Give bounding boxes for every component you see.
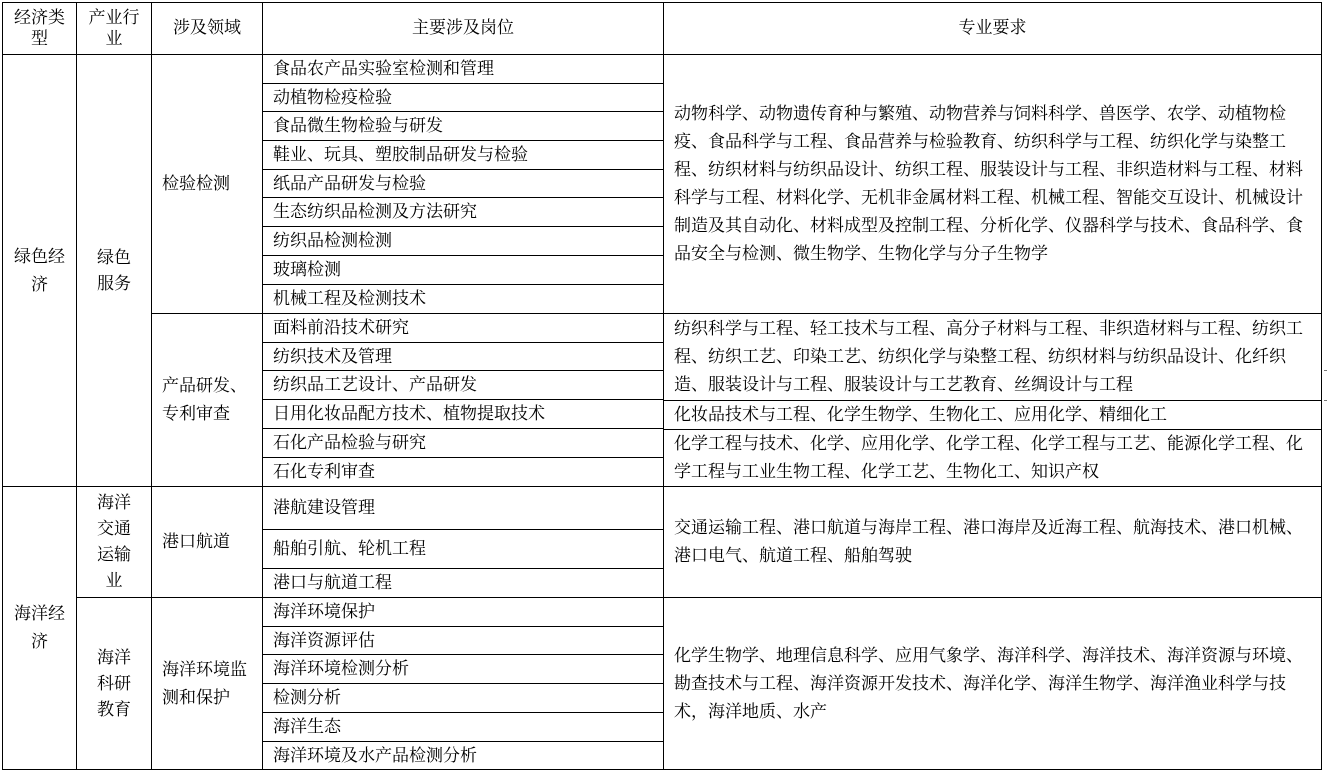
- post-cell: 石化产品检验与研究: [262, 428, 664, 458]
- requirement-cell: 化妆品技术与工程、化学生物学、生物化工、应用化学、精细化工: [663, 400, 1322, 430]
- industry-cell: 绿色服务: [76, 54, 152, 487]
- post-cell: 检测分析: [262, 683, 664, 713]
- field-cell: 产品研发、专利审查: [151, 313, 263, 487]
- requirement-cell: 纺织科学与工程、轻工技术与工程、高分子材料与工程、非织造材料与工程、纺织工程、纺织工艺、印染工艺、纺织化学与染整工程、纺织材料与纺织品设计、化纤织造、服装设计与工程、服装设计与工艺教育、丝绸设计与工程: [663, 313, 1322, 401]
- header-field: 涉及领域: [151, 2, 263, 55]
- post-cell: 海洋环境及水产品检测分析: [262, 741, 664, 770]
- field-cell: 检验检测: [151, 54, 263, 314]
- header-posts: 主要涉及岗位: [262, 2, 664, 55]
- post-cell: 食品微生物检验与研发: [262, 111, 664, 141]
- post-cell: 纺织品工艺设计、产品研发: [262, 370, 664, 400]
- post-cell: 面料前沿技术研究: [262, 313, 664, 343]
- post-cell: 海洋生态: [262, 712, 664, 742]
- header-requirements: 专业要求: [663, 2, 1322, 55]
- economy-type-cell: 海洋经济: [2, 486, 77, 770]
- requirement-cell: 交通运输工程、港口航道与海岸工程、港口海岸及近海工程、航海技术、港口机械、港口电气、航道工程、船舶驾驶: [663, 486, 1322, 598]
- post-cell: 海洋资源评估: [262, 626, 664, 655]
- header-economy-type: 经济类型: [2, 2, 77, 55]
- post-cell: 船舶引航、轮机工程: [262, 529, 664, 569]
- post-cell: 纺织技术及管理: [262, 342, 664, 371]
- post-cell: 纺织品检测检测: [262, 226, 664, 256]
- post-cell: 港航建设管理: [262, 486, 664, 530]
- post-cell: 玻璃检测: [262, 255, 664, 285]
- post-cell: 日用化妆品配方技术、植物提取技术: [262, 399, 664, 429]
- requirement-cell: 化学生物学、地理信息科学、应用气象学、海洋科学、海洋技术、海洋资源与环境、勘查技术与工程、海洋资源开发技术、海洋化学、海洋生物学、海洋渔业科学与技术，海洋地质、水产: [663, 597, 1322, 770]
- field-cell: 港口航道: [151, 486, 263, 598]
- economy-type-cell: 绿色经济: [2, 54, 77, 487]
- post-cell: 港口与航道工程: [262, 568, 664, 598]
- post-cell: 海洋环境检测分析: [262, 654, 664, 684]
- industry-cell: 海洋科研教育: [76, 597, 152, 770]
- post-cell: 纸品产品研发与检验: [262, 169, 664, 198]
- requirement-cell: 动物科学、动物遗传育种与繁殖、动物营养与饲料科学、兽医学、农学、动植物检疫、食品科学与工程、食品营养与检验教育、纺织科学与工程、纺织化学与染整工程、纺织材料与纺织品设计、纺织工程、服装设计与工程、非织造材料与工程、材料科学与工程、材料化学、无机非金属材料工程、机械工程、智能交互设计、机械设计制造及其自动化、材料成型及控制工程、分析化学、仪器科学与技术、食品科学、食品安全与检测、微生物学、生物化学与分子生物学: [663, 54, 1322, 314]
- industry-cell: 海洋交通运输业: [76, 486, 152, 598]
- post-cell: 鞋业、玩具、塑胶制品研发与检验: [262, 140, 664, 170]
- field-cell: 海洋环境监测和保护: [151, 597, 263, 770]
- requirement-cell: 化学工程与技术、化学、应用化学、化学工程、化学工程与工艺、能源化学工程、化学工程与工业生物工程、化学工艺、生物化工、知识产权: [663, 429, 1322, 487]
- post-cell: 石化专利审查: [262, 457, 664, 487]
- header-industry: 产业行业: [76, 2, 152, 55]
- post-cell: 海洋环境保护: [262, 597, 664, 627]
- post-cell: 动植物检疫检验: [262, 83, 664, 112]
- post-cell: 生态纺织品检测及方法研究: [262, 197, 664, 227]
- post-cell: 机械工程及检测技术: [262, 284, 664, 314]
- post-cell: 食品农产品实验室检测和管理: [262, 54, 664, 84]
